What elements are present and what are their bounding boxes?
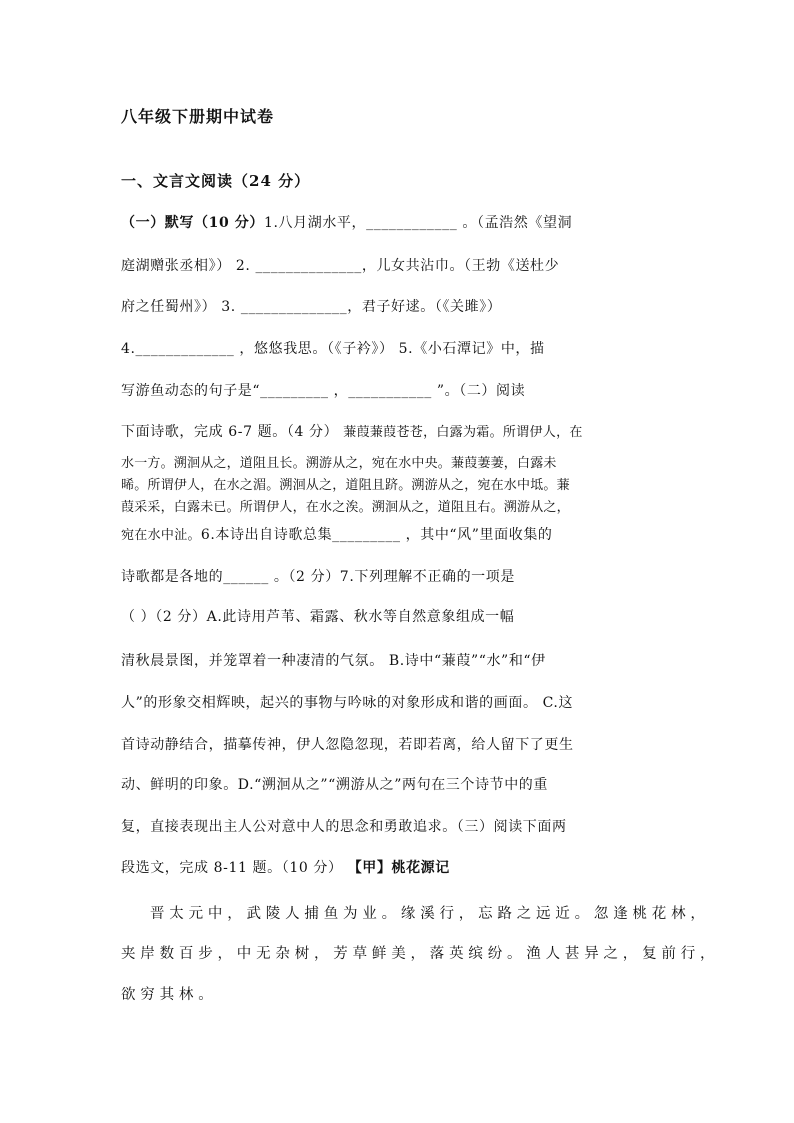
- poem-span: 蒹葭蒹葭苍苍，白露为霜。所谓伊人，在: [343, 425, 583, 440]
- text-span: 段选文，完成 8-11 题。（10 分）: [121, 860, 343, 876]
- text-line-6: [121, 421, 583, 441]
- passage-line-2: 夹岸数百步，中无杂树，芳草鲜美，落英缤纷。渔人甚异之，复前行，: [121, 946, 720, 962]
- text-line-12: （ ）（2 分）A.此诗用芦苇、霜露、秋水等自然意象组成一幅: [121, 609, 515, 625]
- subsection-heading: （一）默写（10 分）: [121, 215, 264, 231]
- text-line-1: [121, 212, 572, 232]
- poem-line-1: 水一方。溯洄从之，道阻且长。溯游从之，宛在水中央。蒹葭萋萋，白露未: [121, 456, 557, 471]
- poem-line-2: 晞。所谓伊人，在水之湄。溯洄从之，道阻且跻。溯游从之，宛在水中坻。蒹: [121, 478, 570, 493]
- text-line-18: [121, 857, 450, 877]
- text-line-4: 4._____________ ，悠悠我思。（《子衿》） 5.《小石潭记》中，描: [121, 341, 545, 357]
- text-line-10: [121, 524, 553, 544]
- text-line-13: 清秋晨景图，并笼罩着一种凄清的气氛。 B.诗中“蒹葭”“水”和“伊: [121, 653, 546, 669]
- poem-line-3: 葭采采，白露未已。所谓伊人，在水之涘。溯洄从之，道阻且右。溯游从之，: [121, 500, 570, 515]
- page-title: 八年级下册期中试卷: [121, 107, 275, 126]
- text-line-5: 写游鱼动态的句子是“_________ ，___________ ”。（二）阅读: [121, 383, 526, 399]
- text-line-3: 府之任蜀州》） 3. ______________，君子好逑。（《关雎》）: [121, 299, 502, 315]
- text-span: 1.八月湖水平，____________ 。（孟浩然《望洞: [263, 215, 573, 231]
- text-line-11: 诗歌都是各地的______ 。（2 分）7.下列理解不正确的一项是: [121, 569, 515, 585]
- poem-span: 宛在水中沚。: [121, 528, 201, 543]
- text-line-15: 首诗动静结合，描摹传神，伊人忽隐忽现，若即若离，给人留下了更生: [121, 737, 574, 753]
- text-line-2: 庭湖赠张丞相》） 2. ______________，儿女共沾巾。（王勃《送杜少: [121, 258, 560, 274]
- section-heading: 一、文言文阅读（24 分）: [121, 172, 311, 190]
- text-span: 下面诗歌，完成 6-7 题。（4 分）: [121, 424, 339, 440]
- passage-title: 【甲】桃花源记: [347, 860, 450, 876]
- text-line-16: 动、鲜明的印象。D.“溯洄从之”“溯游从之”两句在三个诗节中的重: [121, 777, 549, 793]
- text-line-17: 复，直接表现出主人公对意中人的思念和勇敢追求。（三）阅读下面两: [121, 819, 567, 835]
- passage-line-1: 晋太元中，武陵人捕鱼为业。缘溪行，忘路之远近。忽逢桃花林，: [150, 906, 710, 922]
- text-line-14: 人”的形象交相辉映，起兴的事物与吟咏的对象形成和谐的画面。 C.这: [121, 695, 574, 711]
- passage-line-3: 欲穷其林。: [121, 987, 218, 1003]
- text-span: 6.本诗出自诗歌总集_________ ，其中“风”里面收集的: [200, 527, 553, 543]
